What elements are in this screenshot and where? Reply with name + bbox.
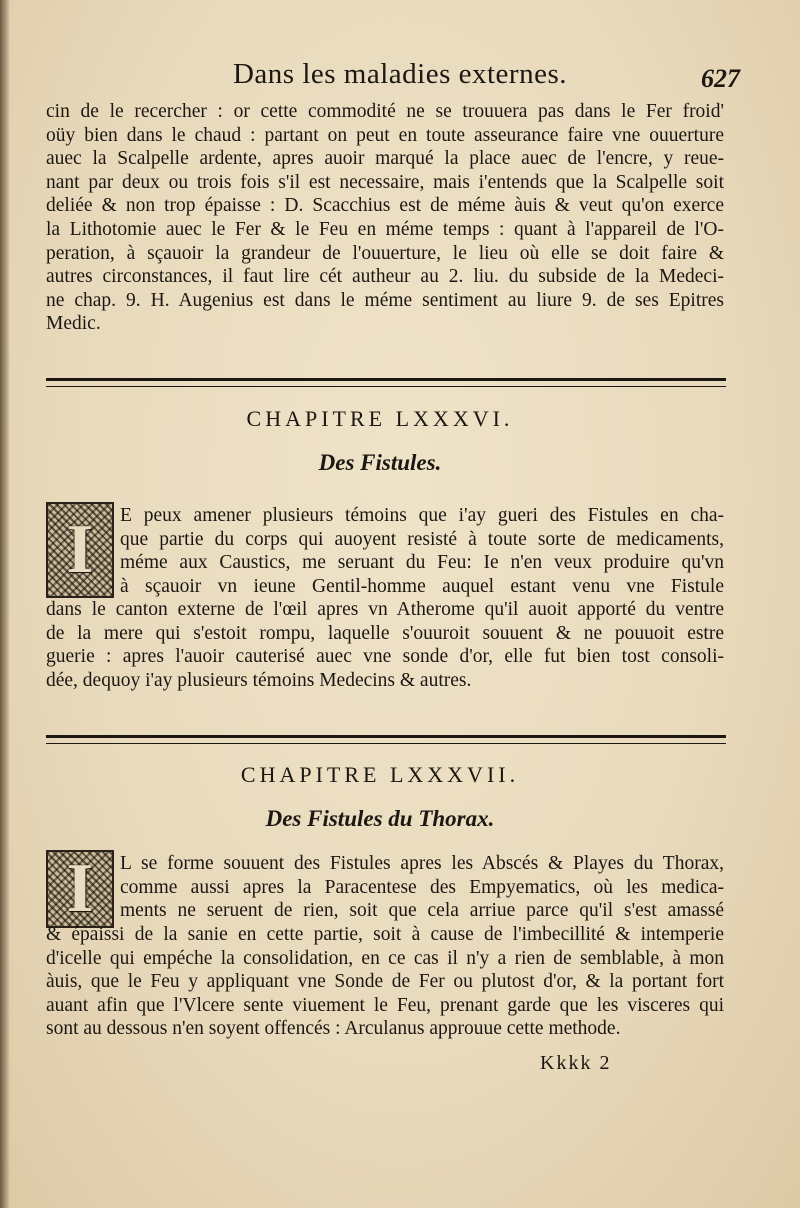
text-line: peration, à sçauoir la grandeur de l'ouuerture, le lieu où elle se doit faire & [46,242,724,264]
page-number: 627 [701,64,740,93]
text-line: à sçauoir vn ieune Gentil-homme auquel estant venu vne Fistule [120,575,724,597]
chapter-87-lead [120,852,724,923]
text-line: dée, dequoy i'ay plusieurs témoins Medecins & autres. [46,669,472,691]
chapter-87-title: CHAPITRE LXXXVII. [240,762,520,787]
text-line: L se forme souuent des Fistules apres les Abscés & Playes du Thorax, [120,853,724,874]
text-line: nant par deux ou trois fois s'il est necessaire, mais i'entends que la Scalpelle soit [46,171,724,193]
text-line: d'icelle qui empéche la consolidation, en ce cas il n'y a rien de semblable, à mon [46,947,724,969]
ornamental-initial-icon [46,850,114,928]
text-line: deliée & non trop épaisse : D. Scacchius est de méme àuis & veut qu'on exerce [46,195,724,217]
text-line: sont au dessous n'en soyent offencés : Arculanus approuue cette methode. [46,1018,621,1040]
text-line: dans le canton externe de l'œil apres vn Atherome qu'il auoit apporté du ventre [46,599,724,620]
dropcap-letter: I [66,511,94,588]
chapter-86-lead [120,504,724,598]
text-line: ments ne seruent de rien, soit que cela arriue parce qu'il s'est amassé [120,900,724,922]
text-line: autres circonstances, il faut lire cét autheur au 2. liu. du subside de la Medeci- [46,266,724,288]
ornamental-initial-icon [46,502,114,598]
text-line: àuis, que le Feu y appliquant vne Sonde de Fer ou plutost d'or, & la portant fort [46,971,724,993]
chapter-87-subtitle: Des Fistules du Thorax. [265,806,495,831]
chapter-86-title: CHAPITRE LXXXVI. [246,406,514,431]
text-line: auec la Scalpelle ardente, apres auoir marqué la place auec de l'encre, y reue- [46,148,724,170]
chapter-86-subtitle: Des Fistules. [318,450,442,475]
page-spine-shadow [0,0,10,1208]
text-line: la Lithotomie auec le Fer & le Feu en méme temps : quant à l'appareil de l'O- [46,218,724,240]
chapter-86-body [46,598,724,692]
text-line: comme aussi apres la Paracentese des Empyematics, où les medica- [120,876,724,898]
chapter-87-body [46,923,724,1041]
text-line: cin de le recercher : or cette commodité ne se trouuera pas dans le Fer froid' [46,101,724,122]
catchword: Kkkk 2 [540,1052,612,1074]
intro-paragraph [46,100,724,336]
page-header [40,58,740,98]
text-line: E peux amener plusieurs témoins que i'ay gueri des Fistules en cha- [120,505,724,526]
text-line: Medic. [46,313,101,335]
running-title: Dans les maladies externes. [232,58,567,90]
text-line: & épaissi de la sanie en cette partie, soit à cause de l'imbecillité & intemperie [46,924,724,945]
text-line: guerie : apres l'auoir cauterisé auec vne sonde d'or, elle fut bien tost consoli- [46,646,724,668]
text-line: ne chap. 9. H. Augenius est dans le méme sentiment au liure 9. de ses Epitres [46,289,724,311]
text-line: de la mere qui s'estoit rompu, laquelle s'ouuroit souuent & ne pouuoit estre [46,622,724,644]
text-line: méme aux Caustics, me seruant du Feu: Ie n'en veux produire qu'vn [120,552,724,574]
text-line: que partie du corps qui auoyent resisté à toute sorte de medicaments, [120,528,724,550]
chapter-divider-rule [46,378,726,387]
text-line: oüy bien dans le chaud : partant on peut en toute asseurance faire vne ouuerture [46,124,724,146]
dropcap-letter: I [66,850,94,927]
chapter-divider-rule [46,735,726,744]
text-line: auant afin que l'Vlcere sente viuement le Feu, prenant garde que les visceres qui [46,994,724,1016]
